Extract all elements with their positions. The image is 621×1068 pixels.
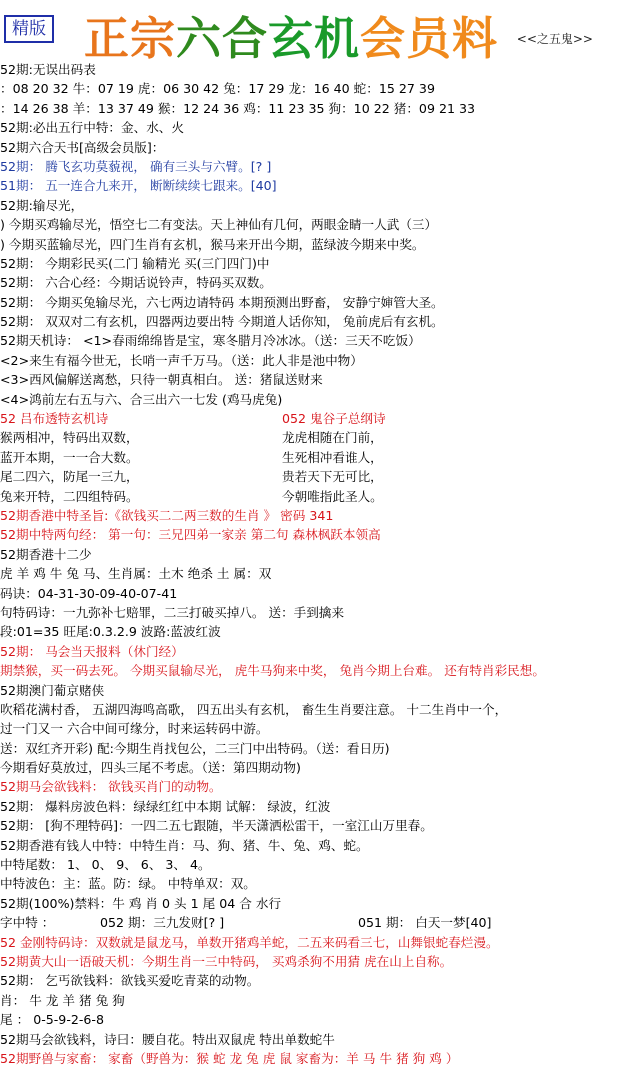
line-part: 字中特 ： (0, 915, 55, 931)
text-line: ) 今期买蓝输尽光，四门生肖有玄机，猴马来开出今期，蓝绿波今期来中奖。 (0, 236, 425, 252)
text-line: 今期看好莫放过，四头三尾不考虑。（送：第四期动物) (0, 760, 301, 776)
text-line: 52期： 爆料房波色料：绿绿红红中本期 试解： 绿波，红波 (0, 798, 331, 814)
page-header (0, 0, 621, 65)
text-line (0, 448, 621, 467)
text-line: 52期： 马会当天报料（休门经） (0, 643, 184, 659)
text-line: 52期： 双双对二有玄机，四器两边要出特 今期道人话你知， 兔前虎后有玄机。 (0, 314, 444, 330)
text-line: ：14 26 38 羊：13 37 49 猴：12 24 36 鸡：11 23 35 狗：10 22 猪：09 21 33 (0, 100, 476, 116)
text-line: 中特波色：主：蓝。防：绿。 中特单双：双。 (0, 876, 256, 892)
line-right: 龙虎相随在门前， (282, 430, 383, 446)
text-line (0, 913, 621, 932)
line-left: 猴两相冲，特码出双数， (0, 430, 139, 446)
text-line: 51期： 五一连合九来开， 断断续续七跟来。[40] (0, 178, 277, 194)
text-line: 52期香港有钱人中特：中特生肖：马、狗、猪、牛、兔、鸡、蛇。 (0, 837, 369, 853)
text-line: 吹稻花满村香， 五湖四海鸣高歌， 四五出头有玄机， 畜生生肖要注意。 十二生肖中一个， (0, 701, 508, 717)
text-line: 中特尾数： 1、 0、 9、 6、 3、 4。 (0, 857, 211, 873)
text-line: ：08 20 32 牛：07 19 虎：06 30 42 兔：17 29 龙：16 40 蛇：15 27 39 (0, 81, 435, 97)
text-line: 52期:输尽光， (0, 197, 84, 213)
title-part: 玄机 (268, 12, 361, 65)
text-line: 52期： 乞丐欲钱料：欲钱买爱吃青菜的动物。 (0, 973, 260, 989)
line-part: 052 期：三九发财[? ] (100, 915, 225, 931)
line-left: 52 吕布透特玄机诗 (0, 411, 109, 427)
line-right: 今朝唯指此圣人。 (282, 488, 383, 504)
text-line: 52期马会欲钱料： 欲钱买肖门的动物。 (0, 779, 222, 795)
text-line: ) 今期买鸡输尽光，悟空七二有变法。天上神仙有几何，两眼金睛一人武（三） (0, 217, 438, 233)
line-left: 尾二四六，防尾一三九， (0, 469, 139, 485)
text-line: 52期六合天书[高级会员版]： (0, 139, 165, 155)
title-part: 正宗 (84, 12, 177, 65)
text-line: 52期： 今期彩民买(二门 输精光 买(三门四门)中 (0, 255, 270, 271)
line-right: 贵若天下无可比， (282, 469, 383, 485)
page-subtitle: <<之五鬼>> (516, 32, 593, 46)
text-line: 段:01=35 旺尾:0.3.2.9 波路:蓝波红波 (0, 624, 221, 640)
edition-badge: 精版 (4, 15, 54, 43)
text-line: 期禁猴，买一码去死。 今期买鼠输尽光， 虎牛马狗来中奖， 兔肖今期上台难。 还有特肖彩民想。 (0, 663, 545, 679)
text-line: 52期： [狗不理特码]：一四二五七跟随，半天潇洒松雷干，一室江山万里春。 (0, 818, 433, 834)
text-line: 52期:必出五行中特：金、水、火 (0, 120, 184, 136)
title-part: 六合 (176, 12, 269, 65)
text-line: 送：双红齐开彩) 配:今期生肖找包公，二三门中出特码。（送：看日历) (0, 740, 390, 756)
line-part: 051 期： 白天一梦[40] (358, 915, 492, 931)
text-line: 尾 ： 0-5-9-2-6-8 (0, 1012, 104, 1028)
text-line: 52期： 腾飞玄功莫藐视， 确有三头与六臂。[? ] (0, 158, 272, 174)
text-line: 52期香港十二少 (0, 546, 92, 562)
text-line: 码诀：04-31-30-09-40-07-41 (0, 585, 178, 601)
text-line: 52期野兽与家畜： 家畜（野兽为：猴 蛇 龙 兔 虎 鼠 家畜为：羊 马 牛 猪 狗 鸡 ） (0, 1050, 459, 1066)
text-line (0, 467, 621, 486)
text-line: 52期(100%)禁料：牛 鸡 肖 0 头 1 尾 04 合 水行 (0, 895, 282, 911)
text-line (0, 487, 621, 506)
text-line: <3>西风偏解送离愁，只待一朝真相白。 送：猪鼠送财来 (0, 372, 323, 388)
text-line: 52 金刚特码诗：双数就是鼠龙马，单数开猪鸡羊蛇，二五来码看三七，山舞银蛇春烂漫。 (0, 934, 499, 950)
text-line (0, 409, 621, 428)
text-line: 句特码诗：一九弥补七赔罪，二三打破买掉八。 送：手到擒来 (0, 604, 345, 620)
line-left: 蓝开本期，一一合大数。 (0, 449, 139, 465)
line-right: 生死相冲看谁人， (282, 449, 383, 465)
text-line (0, 428, 621, 447)
text-line: 52期澳门葡京赌侠 (0, 682, 105, 698)
text-line: <2>来生有福今世无，长哨一声千万马。（送：此人非是池中物） (0, 352, 363, 368)
title-part: 会员料 (360, 12, 499, 65)
line-right: 052 鬼谷子总纲诗 (282, 411, 386, 427)
text-line: 52期： 六合心经：今期话说铃声，特码买双数。 (0, 275, 272, 291)
text-line: <4>鸿前左右五与六、合三出六一七发 (鸡马虎兔) (0, 391, 283, 407)
text-line: 52期： 今期买兔输尽光，六七两边请特码 本期预测出野畜， 安静宁婶管大圣。 (0, 294, 444, 310)
text-line: 52期黄大山一语破天机：今期生肖一三中特码， 买鸡杀狗不用猜 虎在山上自称。 (0, 953, 453, 969)
text-line: 52期天机诗： <1>春雨绵绵皆是宝，寒冬腊月冷冰冰。（送：三天不吃饭） (0, 333, 421, 349)
line-left: 兔来开特，二四组特码。 (0, 488, 139, 504)
page-title (84, 2, 498, 67)
text-line: 虎 羊 鸡 牛 兔 马、生肖属：土木 绝杀 土 属：双 (0, 566, 272, 582)
text-line: 52期香港中特圣旨:《欲钱买二二两三数的生肖 》 密码 341 (0, 507, 334, 523)
text-line: 肖： 牛 龙 羊 猪 兔 狗 (0, 992, 125, 1008)
text-line: 52期:无误出码表 (0, 62, 96, 77)
content-lines (0, 60, 621, 1068)
text-line: 52期马会欲钱料，诗曰：腰自花。特出双鼠虎 特出单数蛇牛 (0, 1031, 335, 1047)
text-line: 52期中特两句经： 第一句：三兄四弟一家亲 第二句 森林枫跃本领高 (0, 527, 381, 543)
text-line: 过一门又一 六合中间可缘分，时来运转码中游。 (0, 721, 269, 737)
